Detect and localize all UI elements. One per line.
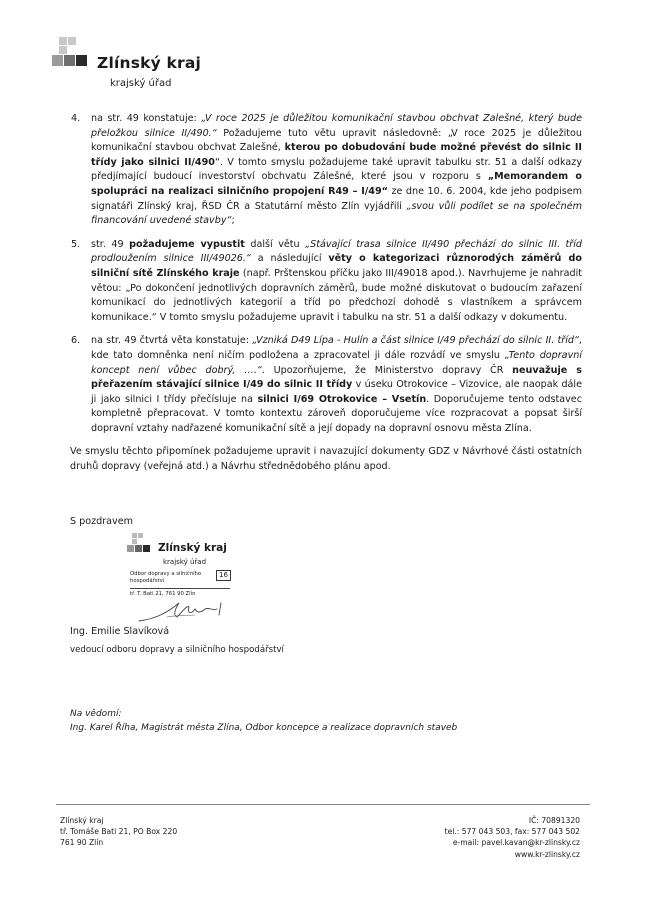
footer-phone: tel.: 577 043 503, fax: 577 043 502 (444, 827, 580, 837)
item-number: 6. (71, 335, 81, 347)
text-run-italic: „Vzniká D49 Lípa - Hulín a část silnice I/49 přechází do silnic II. tříd“ (252, 335, 579, 347)
text-run: a následující (250, 253, 329, 265)
footer-website-link[interactable]: www.kr-zlinsky.cz (514, 849, 580, 859)
footer-line: 761 90 Zlín (60, 838, 104, 848)
footer-email-link[interactable]: e-mail: pavel.kavan@kr-zlinsky.cz (452, 838, 580, 848)
text-run: str. 49 (91, 238, 130, 250)
stamp-address: tř. T. Bati 21, 761 90 Zlín (130, 591, 196, 597)
office-stamp (127, 533, 252, 625)
comment-item (70, 112, 582, 229)
stamp-dept-line: hospodářství (130, 578, 165, 584)
text-run-bold: silnici I/69 Otrokovice – Vsetín (257, 393, 427, 405)
footer-address (60, 815, 177, 849)
text-run-bold: požadujeme vypustit (129, 238, 245, 250)
comment-item (70, 238, 582, 326)
text-run-italic: „V roce 2025 je důležitou komunikační stavbou obchvat Zalešné, který bude přeložkou silnice II/490.“ (91, 113, 582, 139)
item-number: 4. (71, 113, 81, 124)
copy-to-section (70, 707, 457, 735)
footer-line: Zlínský kraj (60, 816, 104, 825)
stamp-divider (130, 588, 230, 589)
signer-role: vedoucí odboru dopravy a silničního hospodářství (70, 645, 284, 655)
text-run-bold: „Memorandem o spolupráci na realizaci silničního propojení R49 – I/49“ (91, 171, 582, 197)
text-run-bold: věty o kategorizaci různorodých záměrů do silniční sítě Zlínského kraje (91, 253, 582, 279)
item-number: 5. (71, 238, 81, 250)
text-run-italic: „svou vůli podílet se na společném financování uvedené stavby“ (91, 200, 582, 227)
closing-paragraph: Ve smyslu těchto připomínek požadujeme upravit i navazující dokumenty GDZ v Návrhové části ostatních druhů dopravy (veřejná atd.) a Návrhu střednědobého plánu apod. (70, 446, 582, 473)
text-run: , kde tato domněnka není ničím podložena a zpracovatel ji dále rozvádí ve smyslu (91, 335, 582, 361)
org-subtitle: krajský úřad (110, 78, 172, 89)
logo-squares-icon (52, 37, 92, 73)
text-run-bold: neuvažuje s přeřazením stávající silnice I/49 do silnic II třídy (91, 364, 583, 391)
text-run: další větu (244, 238, 306, 250)
footer-divider (56, 804, 590, 805)
org-name: Zlínský kraj (97, 54, 202, 72)
signer-name: Ing. Emilie Slavíková (70, 626, 170, 637)
text-run: Požadujeme tuto větu upravit následovně: „V roce 2025 je důležitou komunikační stavbou obchvat Zalešné, (91, 127, 583, 154)
stamp-title: Zlínský kraj (158, 542, 227, 554)
footer-contacts (445, 815, 580, 860)
copy-to-recipient: Ing. Karel Říha, Magistrát města Zlína, Odbor koncepce a realizace dopravních staveb (70, 723, 458, 733)
text-run: na str. 49 konstatuje: (91, 113, 202, 124)
text-run: . Upozorňujeme, že Ministerstvo dopravy ČR (261, 364, 513, 376)
text-run: ; (231, 215, 235, 227)
text-run: v úseku Otrokovice – Vizovice, ale naopak dále ji jako silnici I třídy přečísluje na (91, 379, 583, 405)
text-run: na str. 49 čtvrtá věta konstatuje: (91, 335, 253, 347)
greeting: S pozdravem (70, 516, 133, 527)
text-run: ze dne 10. 6. 2004, kde jeho podpisem signatáři Zlínský kraj, ŘSD ČR a Statutární město Zlín vyjádřili (91, 185, 582, 212)
text-run-italic: „Tento dopravní koncept není vůbec dobrý, ….“ (91, 349, 582, 376)
copy-to-label: Na vědomí: (70, 709, 122, 719)
stamp-logo-icon (127, 533, 153, 555)
letter-body (70, 112, 582, 475)
stamp-number: 16 (216, 570, 231, 581)
text-run: “. V tomto smyslu požadujeme také upravit tabulku str. 51 a další odkazy předjímající budoucí investorství obchvatu Zálešné, které jsou v rozporu s (91, 156, 582, 183)
text-run: . Doporučujeme tento odstavec kompletně přepracovat. V tomto kontextu zároveň doporučujeme více rozpracovat a popsat širší dopravní vztahy nadřazené komunikační sítě a její dopady na dopravní osnovu města Zlína. (91, 393, 582, 434)
text-run-italic: „Stávající trasa silnice II/490 přechází do silnic III. tříd prodloužením silnice III/49026.“ (91, 238, 583, 265)
footer-ico: IČ: 70891320 (528, 816, 580, 825)
text-run-bold: kterou po dobudování bude možné převést do silnic II třídy jako silnici II/490 (91, 142, 582, 168)
stamp-dept-line: Odbor dopravy a silničního (130, 571, 202, 577)
comment-item (70, 334, 582, 436)
handwritten-signature-icon (137, 595, 242, 625)
text-run: (např. Prštenskou příčku jako III/49018 apod.). Navrhujeme je nahradit větou: „Po dokončení jednotlivých dopravních záměrů, bude možné diskutovat o budoucím zařazení komunikací do jednotlivých kategorií a tříd po předchozí dohodě s vlastníkem a správcem komunikace.“ V tomto smyslu požadujeme upravit i tabulku na str. 51 a další odkazy v dokumentu. (91, 267, 583, 323)
footer-line: tř. Tomáše Bati 21, PO Box 220 (60, 827, 178, 837)
stamp-department (130, 571, 201, 585)
stamp-subtitle: krajský úřad (163, 558, 207, 566)
